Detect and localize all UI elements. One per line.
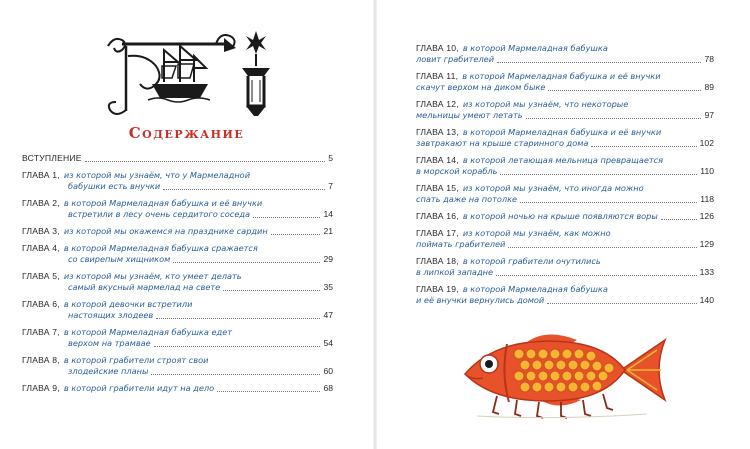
toc-entry[interactable]	[416, 71, 714, 93]
page-number: 129	[699, 239, 714, 249]
page-number: 78	[704, 54, 714, 64]
toc-entry[interactable]	[22, 383, 333, 394]
chapter-title: в которой Мармеладная бабушка и её внучки	[63, 198, 263, 208]
contents-title: Содержание	[128, 124, 245, 142]
toc-entry[interactable]	[416, 284, 714, 306]
chapter-title: в которой Мармеладная бабушка и её внучки	[462, 127, 662, 137]
chapter-title: из которой мы узнаём, как можно	[462, 228, 611, 238]
right-page	[377, 0, 750, 449]
chapter-label: ГЛАВА 18,	[416, 256, 459, 266]
chapter-label: ГЛАВА 7,	[22, 327, 60, 337]
chapter-title: в морской корабль	[416, 166, 498, 176]
chapter-label: ГЛАВА 10,	[416, 43, 459, 53]
chapter-label: ГЛАВА 2,	[22, 198, 60, 208]
page-number: 140	[699, 295, 714, 305]
chapter-label: ГЛАВА 9,	[22, 383, 60, 393]
chapter-title: в которой Мармеладная бабушка и её внучки	[462, 71, 661, 81]
chapter-title: в которой грабители очутились	[462, 256, 601, 266]
chapter-title: из которой мы узнаём, что некоторые	[462, 99, 629, 109]
chapter-title: в которой Мармеладная бабушка сражается	[63, 243, 258, 253]
chapter-label: ГЛАВА 13,	[416, 127, 459, 137]
chapter-title: верхом на трамвае	[68, 338, 151, 348]
chapter-title: злодейские планы	[68, 366, 149, 376]
page-number: 102	[699, 138, 714, 148]
chapter-title: в которой девочки встретили	[63, 299, 193, 309]
chapter-label: ГЛАВА 16,	[416, 211, 459, 221]
toc-entry[interactable]	[22, 243, 333, 265]
chapter-title: самый вкусный мармелад на свете	[68, 282, 221, 292]
chapter-title: настоящих злодеев	[68, 310, 154, 320]
toc-left-list	[22, 153, 333, 394]
chapter-label: ГЛАВА 6,	[22, 299, 60, 309]
toc-entry[interactable]	[22, 153, 333, 164]
toc-entry[interactable]	[22, 198, 333, 220]
chapter-title: в которой Мармеладная бабушка едет	[63, 327, 233, 337]
chapter-label: ГЛАВА 8,	[22, 355, 60, 365]
toc-entry[interactable]	[416, 127, 714, 149]
page-number: 68	[323, 383, 333, 393]
page-number: 118	[700, 194, 714, 204]
page-number: 60	[323, 366, 333, 376]
toc-entry[interactable]	[416, 43, 714, 65]
chapter-title: в которой грабители идут на дело	[63, 383, 215, 393]
toc-entry[interactable]	[416, 155, 714, 177]
page-number: 133	[699, 267, 714, 277]
chapter-title: из которой мы узнаём, что иногда можно	[462, 183, 644, 193]
toc-entry[interactable]	[416, 99, 714, 121]
left-page	[0, 0, 373, 449]
page-number: 54	[323, 338, 333, 348]
chapter-label: ГЛАВА 19,	[416, 284, 459, 294]
chapter-title: ловит грабителей	[416, 54, 495, 64]
toc-entry[interactable]	[416, 211, 714, 222]
chapter-label: ГЛАВА 11,	[416, 71, 459, 81]
toc-entry[interactable]	[22, 226, 333, 237]
toc-right-list	[416, 43, 714, 306]
page-number: 7	[328, 181, 333, 191]
chapter-title: в которой ночью на крыше появляются воры	[462, 211, 658, 221]
chapter-label: ГЛАВА 14,	[416, 155, 459, 165]
chapter-title: завтракают на крыше старинного дома	[416, 138, 589, 148]
chapter-title: в которой Мармеладная бабушка	[462, 284, 608, 294]
toc-entry[interactable]	[22, 170, 333, 192]
page-number: 47	[323, 310, 333, 320]
page-number: 97	[704, 110, 714, 120]
toc-entry[interactable]	[22, 271, 333, 293]
chapter-label: ГЛАВА 4,	[22, 243, 60, 253]
chapter-title: спать даже на потолке	[416, 194, 518, 204]
toc-entry[interactable]	[416, 256, 714, 278]
chapter-label: ГЛАВА 1,	[22, 170, 60, 180]
toc-entry[interactable]	[22, 355, 333, 377]
chapter-title: встретили в лесу очень сердитого соседа	[68, 209, 251, 219]
chapter-title: скачут верхом на диком быке	[416, 82, 546, 92]
fish-illustration	[457, 330, 672, 420]
chapter-label: ГЛАВА 15,	[416, 183, 459, 193]
chapter-title: мельницы умеют летать	[416, 110, 523, 120]
toc-entry[interactable]	[416, 228, 714, 250]
toc-entry[interactable]	[22, 299, 333, 321]
toc-entry[interactable]	[22, 327, 333, 349]
chapter-title: из которой мы узнаём, кто умеет делать	[63, 271, 242, 281]
chapter-label: ГЛАВА 5,	[22, 271, 60, 281]
page-number: 14	[323, 209, 333, 219]
page-number: 110	[700, 166, 714, 176]
page-number: 5	[328, 153, 333, 163]
page-number: 126	[699, 211, 714, 221]
chapter-title: в липкой западне	[416, 267, 494, 277]
chapter-label: ГЛАВА 12,	[416, 99, 459, 109]
chapter-title: со свирепым хищником	[68, 254, 171, 264]
chapter-label: ВСТУПЛЕНИЕ	[22, 153, 82, 163]
chapter-label: ГЛАВА 17,	[416, 228, 459, 238]
chapter-title: и её внучки вернулись домой	[416, 295, 545, 305]
chapter-title: из которой мы узнаём, что у Мармеладной	[63, 170, 251, 180]
ship-sign-illustration	[106, 26, 291, 121]
page-number: 21	[323, 226, 333, 236]
page-number: 89	[704, 82, 714, 92]
page-number: 35	[323, 282, 333, 292]
chapter-title: бабушки есть внучки	[68, 181, 161, 191]
toc-entry[interactable]	[416, 183, 714, 205]
chapter-title: из которой мы окажемся на празднике сардин	[63, 226, 268, 236]
chapter-label: ГЛАВА 3,	[22, 226, 60, 236]
chapter-title: в которой грабители строят свои	[63, 355, 209, 365]
chapter-title: поймать грабителей	[416, 239, 506, 249]
chapter-title: в которой Мармеладная бабушка	[462, 43, 608, 53]
chapter-title: в которой летающая мельница превращается	[462, 155, 664, 165]
page-number: 29	[323, 254, 333, 264]
